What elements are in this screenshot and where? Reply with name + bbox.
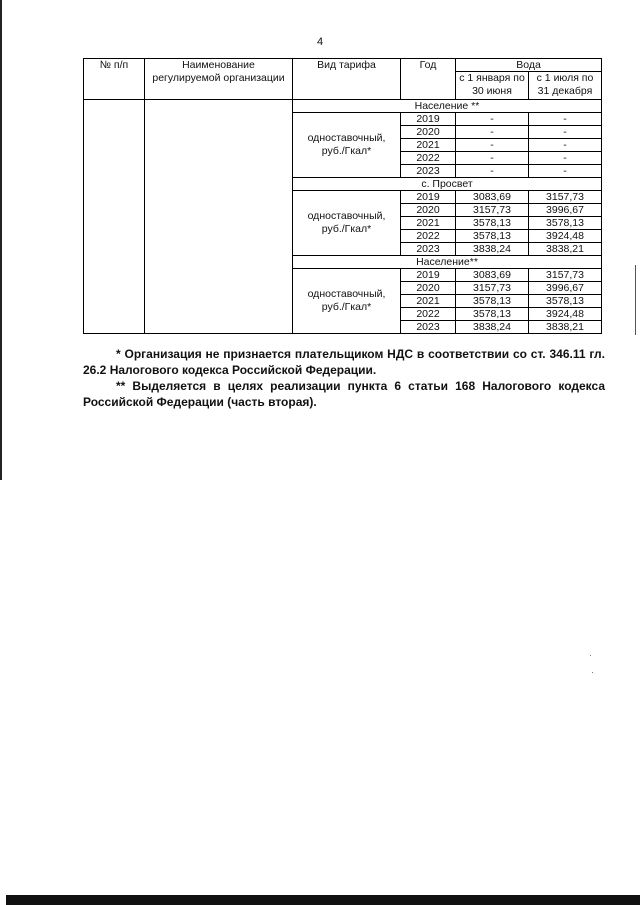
group-title: с. Просвет [293,178,602,191]
period-1-value: 3083,69 [456,191,529,204]
group-title: Население ** [293,100,602,113]
scan-edge-right [635,265,636,335]
period-2-value: - [529,113,602,126]
tariff-type-cell: одноставочный, руб./Гкал* [293,191,401,256]
header-tariff-type: Вид тарифа [293,59,401,100]
period-1-value: - [456,152,529,165]
year-cell: 2023 [401,321,456,334]
header-water: Вода [456,59,602,72]
header-period-2: с 1 июля по 31 декабря [529,72,602,100]
year-cell: 2020 [401,204,456,217]
year-cell: 2021 [401,217,456,230]
year-cell: 2019 [401,113,456,126]
period-2-value: - [529,126,602,139]
period-2-value: 3157,73 [529,269,602,282]
period-1-value: 3578,13 [456,295,529,308]
header-organization: Наименование регулируемой организации [145,59,293,100]
scan-speck [590,655,591,656]
num-cell [84,100,145,334]
group-title: Население** [293,256,602,269]
period-2-value: - [529,165,602,178]
year-cell: 2022 [401,308,456,321]
period-2-value: 3996,67 [529,282,602,295]
year-cell: 2019 [401,269,456,282]
period-1-value: 3157,73 [456,204,529,217]
year-cell: 2021 [401,139,456,152]
period-2-value: 3578,13 [529,217,602,230]
period-2-value: 3838,21 [529,321,602,334]
year-cell: 2020 [401,282,456,295]
period-2-value: 3838,21 [529,243,602,256]
year-cell: 2021 [401,295,456,308]
period-1-value: 3838,24 [456,321,529,334]
organization-cell [145,100,293,334]
period-2-value: 3996,67 [529,204,602,217]
period-2-value: 3157,73 [529,191,602,204]
period-1-value: 3578,13 [456,308,529,321]
period-1-value: - [456,113,529,126]
period-2-value: 3924,48 [529,308,602,321]
page-number: 4 [316,36,324,48]
header-year: Год [401,59,456,100]
header-row [84,59,602,72]
group-header-row [84,100,602,113]
period-1-value: 3578,13 [456,217,529,230]
year-cell: 2022 [401,230,456,243]
year-cell: 2022 [401,152,456,165]
scan-bottom-bar [6,895,640,905]
year-cell: 2023 [401,165,456,178]
period-2-value: 3924,48 [529,230,602,243]
scan-speck [592,672,593,673]
period-1-value: - [456,139,529,152]
footnotes [83,346,605,410]
tariff-table [83,58,602,334]
year-cell: 2023 [401,243,456,256]
header-period-1: с 1 января по 30 июня [456,72,529,100]
period-2-value: 3578,13 [529,295,602,308]
year-cell: 2020 [401,126,456,139]
period-2-value: - [529,152,602,165]
period-1-value: - [456,165,529,178]
year-cell: 2019 [401,191,456,204]
footnote-tax-code: ** Выделяется в целях реализации пункта 6 статьи 168 Налогового кодекса Российской Федерации (часть вторая). [83,379,605,409]
period-1-value: - [456,126,529,139]
period-2-value: - [529,139,602,152]
table-body [84,100,602,334]
period-1-value: 3157,73 [456,282,529,295]
header-num: № п/п [84,59,145,100]
scan-edge-left [0,0,2,480]
period-1-value: 3838,24 [456,243,529,256]
tariff-type-cell: одноставочный, руб./Гкал* [293,113,401,178]
tariff-type-cell: одноставочный, руб./Гкал* [293,269,401,334]
footnote-vat: * Организация не признается плательщиком НДС в соответствии со ст. 346.11 гл. 26.2 Налогового кодекса Российской Федерации. [83,347,605,377]
period-1-value: 3083,69 [456,269,529,282]
period-1-value: 3578,13 [456,230,529,243]
